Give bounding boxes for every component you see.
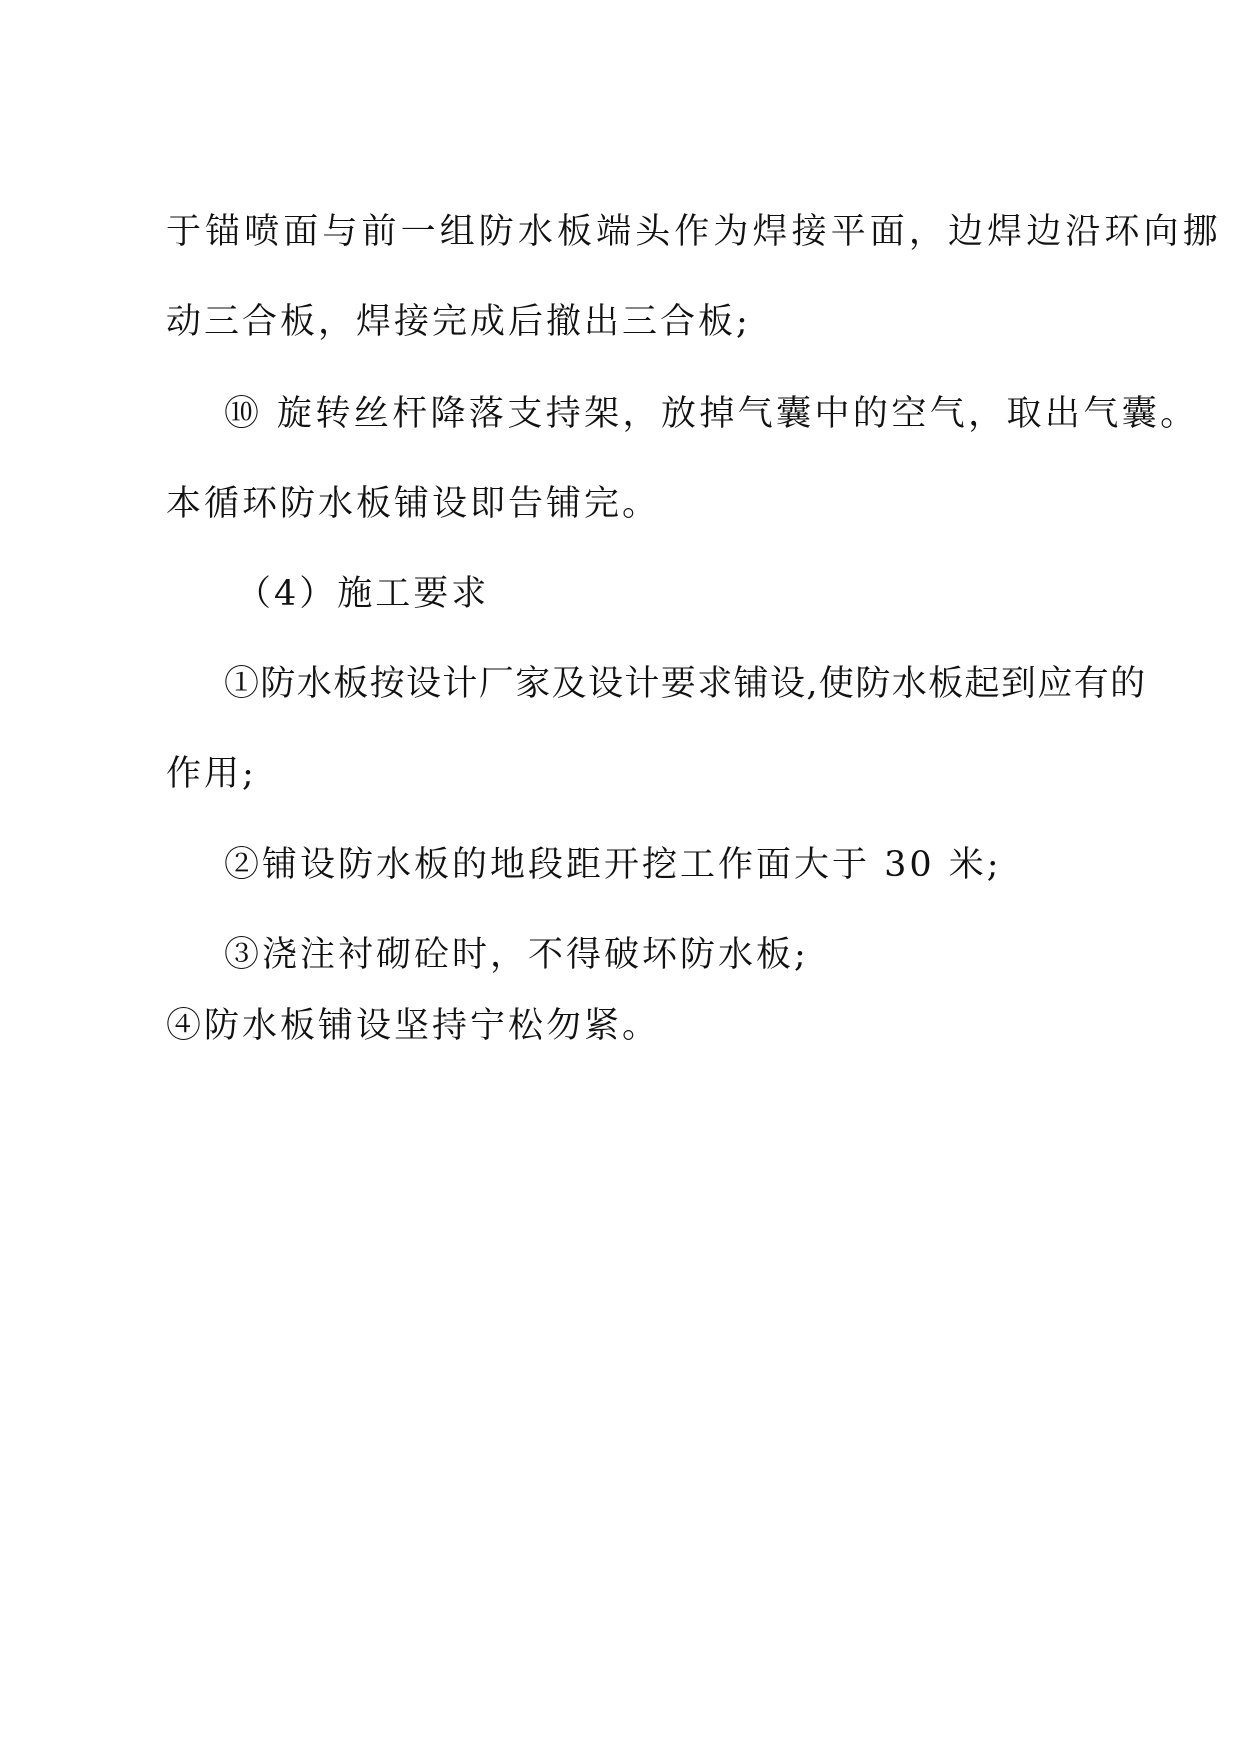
text-line: 作用; (166, 754, 257, 794)
step-10-text: ⑩ 旋转丝杆降落支持架，放掉气囊中的空气，取出气囊。 (224, 394, 1199, 434)
text-line: 于锚喷面与前一组防水板端头作为焊接平面，边焊边沿环向挪 (166, 212, 1222, 252)
requirement-1: ①防水板按设计厂家及设计要求铺设,使防水板起到应有的 (224, 664, 1147, 704)
requirement-4: ④防水板铺设坚持宁松勿紧。 (166, 1006, 661, 1046)
text-line: 动三合板，焊接完成后撤出三合板; (166, 302, 751, 342)
requirement-2: ②铺设防水板的地段距开挖工作面大于 30 米; (224, 845, 1002, 885)
text-line: 本循环防水板铺设即告铺完。 (166, 484, 661, 524)
section-heading: （4）施工要求 (236, 574, 490, 614)
requirement-3: ③浇注衬砌砼时，不得破坏防水板; (224, 935, 809, 975)
